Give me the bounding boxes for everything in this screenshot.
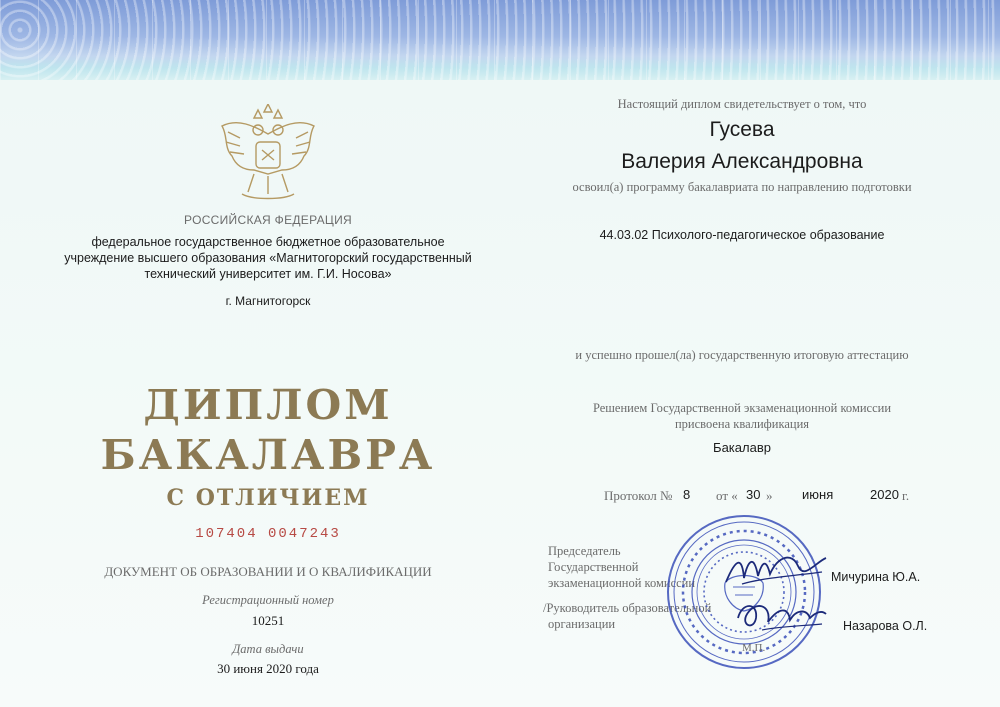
- head-signature: [732, 596, 830, 636]
- chair-title-line-2: Государственной: [548, 560, 639, 574]
- coat-of-arms-emblem: [214, 104, 322, 208]
- chair-signature: [722, 548, 832, 592]
- decision-line-1: Решением Государственной экзаменационной комиссии: [592, 401, 892, 415]
- protocol-close-quote: »: [766, 488, 773, 503]
- protocol-from-label: от «: [716, 488, 738, 503]
- protocol-year: 2020: [870, 487, 899, 502]
- chair-name: Мичурина Ю.А.: [831, 570, 921, 584]
- graduate-surname: Гусева: [709, 118, 775, 141]
- intro-text: Настоящий диплом свидетельствует о том, что: [617, 97, 867, 111]
- chair-title-line-1: Председатель: [548, 544, 621, 558]
- head-name: Назарова О.Л.: [843, 619, 928, 633]
- head-title-line-2: организации: [548, 617, 616, 631]
- institution-line-2: учреждение высшего образования «Магнитогорский государственный: [64, 251, 472, 265]
- registration-label: Регистрационный номер: [202, 593, 334, 607]
- qualification: Бакалавр: [713, 440, 771, 455]
- graduate-given-names: Валерия Александровна: [621, 150, 863, 173]
- program-name: 44.03.02 Психолого-педагогическое образование: [599, 228, 885, 242]
- issue-date: 30 июня 2020 года: [217, 661, 319, 676]
- issue-date-label: Дата выдачи: [232, 642, 304, 656]
- serial-number: 107404 0047243: [195, 526, 341, 542]
- protocol-year-suffix: г.: [902, 488, 910, 503]
- chair-title-line-3: экзаменационной комиссии: [548, 576, 696, 590]
- registration-number: 10251: [251, 613, 285, 628]
- document-type: ДОКУМЕНТ ОБ ОБРАЗОВАНИИ И О КВАЛИФИКАЦИИ: [104, 564, 432, 579]
- decision-line-2: присвоена квалификация: [674, 417, 810, 431]
- attestation-text: и успешно прошел(ла) государственную итоговую аттестацию: [575, 348, 909, 362]
- seal-mark: М.П.: [742, 642, 766, 654]
- country-name: РОССИЙСКАЯ ФЕДЕРАЦИЯ: [184, 213, 352, 227]
- diploma-title-line-2: БАКАЛАВРА: [100, 431, 436, 479]
- protocol-number: 8: [683, 487, 691, 502]
- city: г. Магнитогорск: [225, 294, 311, 308]
- head-title-line-1: /Руководитель образовательной: [543, 601, 712, 615]
- protocol-label: Протокол №: [604, 488, 673, 503]
- protocol-month: июня: [802, 487, 834, 502]
- program-text: освоил(а) программу бакалавриата по направлению подготовки: [572, 180, 912, 194]
- diploma-honors: С ОТЛИЧИЕМ: [166, 485, 370, 511]
- institution-line-3: технический университет им. Г.И. Носова»: [144, 267, 392, 281]
- decorative-band-pattern: [0, 0, 1000, 80]
- institution-line-1: федеральное государственное бюджетное образовательное: [91, 235, 445, 249]
- diploma-title-line-1: ДИПЛОМ: [143, 381, 393, 429]
- protocol-day: 30: [746, 487, 761, 502]
